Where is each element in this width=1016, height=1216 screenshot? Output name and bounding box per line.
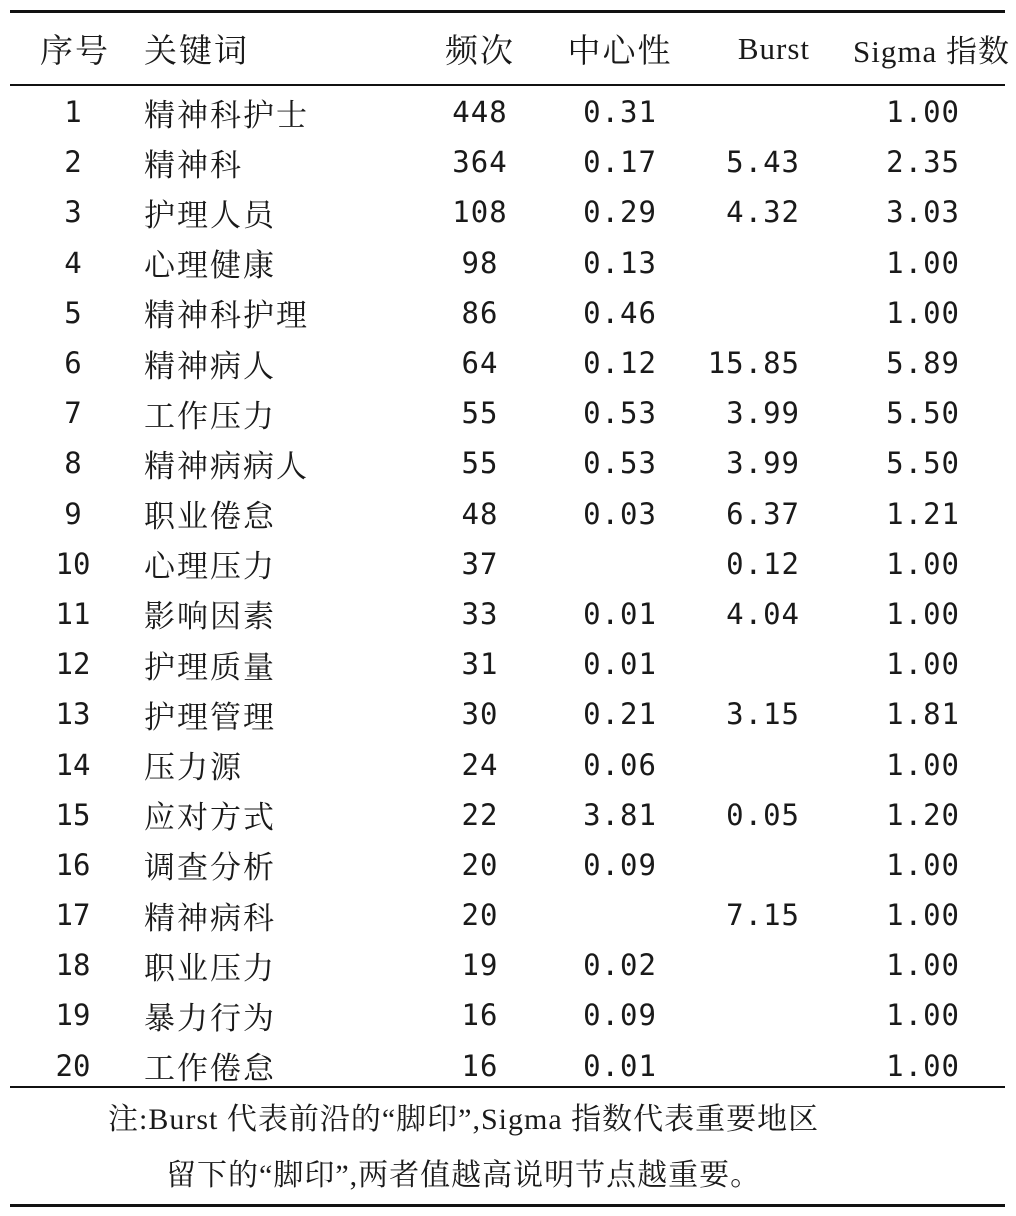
cell-frequency: 31 — [461, 647, 499, 682]
table-row — [10, 388, 1005, 438]
cell-keyword: 工作倦怠 — [144, 1051, 276, 1088]
cell-frequency: 98 — [461, 245, 499, 280]
cell-frequency: 55 — [461, 446, 499, 481]
cell-index: 17 — [55, 898, 91, 933]
cell-sigma: 1.00 — [886, 998, 960, 1033]
cell-sigma: 1.00 — [886, 948, 960, 983]
cell-index: 2 — [64, 145, 82, 180]
cell-sigma: 1.00 — [886, 847, 960, 882]
cell-centrality: 0.17 — [583, 145, 657, 180]
cell-keyword: 精神科 — [144, 147, 243, 184]
cell-index: 3 — [64, 195, 82, 230]
cell-index: 6 — [64, 346, 82, 381]
header-sigma: Sigma 指数 — [853, 34, 1010, 69]
cell-sigma: 1.00 — [886, 898, 960, 933]
cell-centrality: 0.46 — [583, 295, 657, 330]
cell-sigma: 1.00 — [886, 747, 960, 782]
table-row — [10, 689, 1005, 739]
table-row — [10, 589, 1005, 639]
cell-centrality: 0.09 — [583, 998, 657, 1033]
cell-index: 1 — [64, 95, 82, 130]
cell-burst — [680, 940, 800, 990]
cell-frequency: 48 — [461, 496, 499, 531]
cell-burst — [680, 639, 800, 689]
header-index: 序号 — [40, 31, 110, 70]
header-centrality: 中心性 — [567, 31, 673, 70]
cell-frequency: 37 — [461, 546, 499, 581]
cell-sigma: 5.89 — [886, 346, 960, 381]
cell-index: 15 — [55, 797, 91, 832]
cell-burst — [680, 87, 800, 137]
cell-keyword: 精神科护理 — [144, 298, 309, 335]
cell-frequency: 19 — [461, 948, 499, 983]
table-row — [10, 990, 1005, 1040]
cell-keyword: 压力源 — [144, 750, 243, 787]
cell-index: 11 — [55, 596, 91, 631]
cell-keyword: 暴力行为 — [144, 1000, 276, 1037]
table-row — [10, 940, 1005, 990]
cell-sigma: 1.00 — [886, 596, 960, 631]
cell-centrality: 0.29 — [583, 195, 657, 230]
cell-index: 9 — [64, 496, 82, 531]
cell-keyword: 精神病人 — [144, 348, 276, 385]
cell-index: 16 — [55, 847, 91, 882]
cell-frequency: 364 — [452, 145, 508, 180]
cell-sigma: 1.00 — [886, 647, 960, 682]
cell-burst — [680, 840, 800, 890]
table-row — [10, 438, 1005, 488]
cell-burst: 0.05 — [726, 797, 800, 832]
cell-sigma: 1.81 — [886, 697, 960, 732]
cell-centrality: 0.01 — [583, 1048, 657, 1083]
cell-keyword: 护理质量 — [144, 649, 276, 686]
table-row — [10, 1041, 1005, 1091]
note-bottom-rule — [10, 1204, 1005, 1207]
cell-centrality: 0.21 — [583, 697, 657, 732]
cell-burst: 3.15 — [726, 697, 800, 732]
cell-frequency: 20 — [461, 847, 499, 882]
cell-keyword: 精神病病人 — [144, 448, 309, 485]
cell-index: 20 — [55, 1048, 91, 1083]
header-keyword: 关键词 — [144, 31, 249, 70]
cell-burst: 3.99 — [726, 446, 800, 481]
cell-frequency: 55 — [461, 396, 499, 431]
cell-index: 4 — [64, 245, 82, 280]
cell-frequency: 33 — [461, 596, 499, 631]
cell-index: 5 — [64, 295, 82, 330]
table-row — [10, 288, 1005, 338]
note-line-2: 留下的“脚印”,两者值越高说明节点越重要。 — [166, 1159, 762, 1192]
table-row — [10, 87, 1005, 137]
cell-keyword: 职业压力 — [144, 950, 276, 987]
cell-keyword: 工作压力 — [144, 398, 276, 435]
table-row — [10, 137, 1005, 187]
cell-centrality: 0.31 — [583, 95, 657, 130]
cell-burst — [680, 739, 800, 789]
cell-burst — [680, 990, 800, 1040]
cell-centrality: 0.12 — [583, 346, 657, 381]
cell-keyword: 护理管理 — [144, 699, 276, 736]
cell-burst: 0.12 — [726, 546, 800, 581]
cell-index: 7 — [64, 396, 82, 431]
cell-sigma: 5.50 — [886, 396, 960, 431]
cell-centrality: 0.03 — [583, 496, 657, 531]
header-frequency: 频次 — [445, 31, 515, 70]
cell-frequency: 448 — [452, 95, 508, 130]
cell-index: 8 — [64, 446, 82, 481]
cell-index: 13 — [55, 697, 91, 732]
cell-centrality: 3.81 — [583, 797, 657, 832]
header-burst: Burst — [737, 30, 810, 66]
cell-sigma: 1.00 — [886, 295, 960, 330]
cell-frequency: 86 — [461, 295, 499, 330]
cell-keyword: 精神科护士 — [144, 97, 309, 134]
table-row — [10, 187, 1005, 237]
cell-centrality — [560, 539, 680, 589]
cell-sigma: 1.00 — [886, 546, 960, 581]
cell-centrality: 0.13 — [583, 245, 657, 280]
table-header-row — [10, 13, 1010, 84]
cell-sigma: 5.50 — [886, 446, 960, 481]
table-row — [10, 539, 1005, 589]
cell-centrality: 0.01 — [583, 647, 657, 682]
cell-sigma: 1.21 — [886, 496, 960, 531]
table-note — [10, 1092, 1005, 1204]
cell-centrality — [560, 890, 680, 940]
cell-keyword: 影响因素 — [144, 599, 276, 636]
cell-keyword: 调查分析 — [144, 850, 276, 887]
cell-frequency: 22 — [461, 797, 499, 832]
cell-burst: 7.15 — [726, 898, 800, 933]
keyword-table — [10, 13, 1010, 1088]
cell-sigma: 1.00 — [886, 1048, 960, 1083]
cell-burst: 15.85 — [707, 346, 800, 381]
cell-burst: 5.43 — [726, 145, 800, 180]
table-row — [10, 238, 1005, 288]
cell-burst: 3.99 — [726, 396, 800, 431]
cell-centrality: 0.53 — [583, 396, 657, 431]
cell-burst — [680, 1041, 800, 1091]
cell-burst: 6.37 — [726, 496, 800, 531]
cell-frequency: 64 — [461, 346, 499, 381]
note-line-1: 注:Burst 代表前沿的“脚印”,Sigma 指数代表重要地区 — [108, 1103, 820, 1136]
table-body — [10, 87, 1005, 1091]
cell-keyword: 心理压力 — [144, 549, 276, 586]
cell-frequency: 30 — [461, 697, 499, 732]
cell-centrality: 0.09 — [583, 847, 657, 882]
table-row — [10, 639, 1005, 689]
cell-keyword: 职业倦怠 — [144, 499, 276, 536]
cell-index: 18 — [55, 948, 91, 983]
cell-centrality: 0.02 — [583, 948, 657, 983]
cell-keyword: 心理健康 — [144, 248, 276, 285]
cell-sigma: 1.00 — [886, 245, 960, 280]
table-header-rule — [10, 84, 1005, 86]
cell-burst: 4.04 — [726, 596, 800, 631]
cell-sigma: 2.35 — [886, 145, 960, 180]
cell-burst: 4.32 — [726, 195, 800, 230]
table-row — [10, 890, 1005, 940]
table-row — [10, 840, 1005, 890]
table-row — [10, 338, 1005, 388]
cell-burst — [680, 288, 800, 338]
cell-sigma: 1.00 — [886, 95, 960, 130]
cell-keyword: 护理人员 — [144, 197, 276, 234]
cell-frequency: 16 — [461, 1048, 499, 1083]
cell-sigma: 1.20 — [886, 797, 960, 832]
cell-keyword: 应对方式 — [144, 800, 276, 837]
cell-centrality: 0.53 — [583, 446, 657, 481]
cell-burst — [680, 238, 800, 288]
cell-keyword: 精神病科 — [144, 900, 276, 937]
table-row — [10, 489, 1005, 539]
cell-centrality: 0.01 — [583, 596, 657, 631]
table-row — [10, 790, 1005, 840]
table-row — [10, 739, 1005, 789]
cell-index: 10 — [55, 546, 91, 581]
cell-index: 14 — [55, 747, 91, 782]
cell-centrality: 0.06 — [583, 747, 657, 782]
cell-frequency: 20 — [461, 898, 499, 933]
cell-frequency: 24 — [461, 747, 499, 782]
cell-frequency: 16 — [461, 998, 499, 1033]
cell-index: 12 — [55, 647, 91, 682]
cell-index: 19 — [55, 998, 91, 1033]
cell-sigma: 3.03 — [886, 195, 960, 230]
cell-frequency: 108 — [452, 195, 508, 230]
